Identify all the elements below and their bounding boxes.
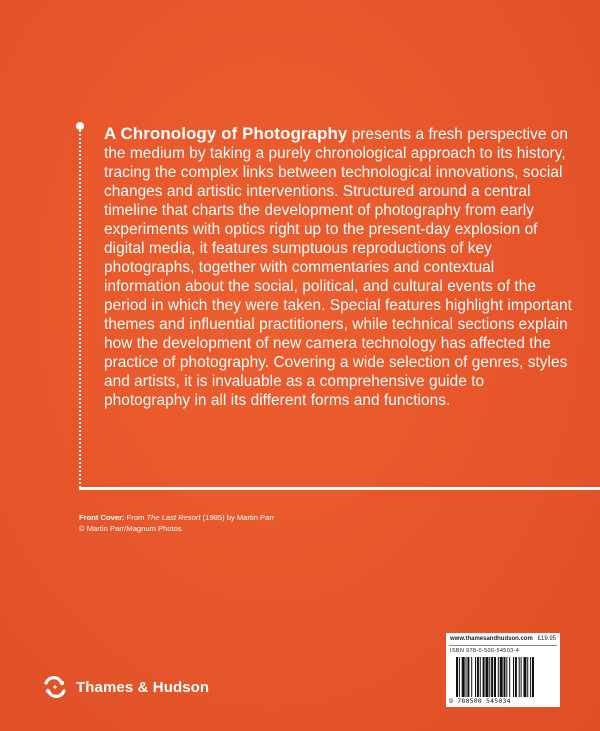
barcode-bar xyxy=(489,657,490,697)
barcode-bar xyxy=(471,657,472,697)
barcode-bar xyxy=(506,657,507,697)
barcode-bar xyxy=(462,657,465,697)
barcode-bar xyxy=(523,657,526,697)
barcode-bar xyxy=(498,657,499,697)
barcode-bar xyxy=(466,657,467,697)
barcode-bar xyxy=(491,657,493,697)
credit-label: Front Cover: xyxy=(79,513,125,522)
barcode-bar xyxy=(483,657,485,697)
barcode-bar xyxy=(456,657,458,697)
barcode-bar xyxy=(532,657,534,697)
blurb-text xyxy=(104,124,574,410)
barcode-bar xyxy=(504,657,506,697)
blurb-lead-title: A Chronology of Photography xyxy=(104,124,348,143)
blurb-body: presents a fresh perspective on the medium by taking a purely chronological approach to its history, tracing the complex links between technological innovations, social changes and artistic interventions. Structured around a central timeline that charts the development of photography from early experiments with optics right up to the present-day explosion of digital media, it features sumptuous reproductions of key photographs, together with commentaries and contextual information about the social, political, and cultural events of the period in which they were taken. Special features highlight important themes and influential practitioners, while technical sections explain how the development of new camera technology has affected the practice of photography. Covering a wide selection of genres, styles and artists, it is invaluable as a comprehensive guide to photography in all its different forms and functions. xyxy=(104,126,572,409)
barcode-bar xyxy=(475,657,476,697)
price: £19.95 xyxy=(537,636,556,642)
isbn-number: ISBN 978-0-500-54503-4 xyxy=(450,648,520,654)
barcode-bar xyxy=(494,657,496,697)
publisher-website: www.thamesandhudson.com xyxy=(450,636,533,642)
publisher-name: Thames & Hudson xyxy=(76,678,210,696)
barcode-bar xyxy=(480,657,481,697)
barcode-icon xyxy=(456,657,552,697)
barcode-bar xyxy=(500,657,503,697)
timeline-solid-line xyxy=(79,487,600,490)
credit-copyright: © Martin Parr/Magnum Photos xyxy=(79,524,182,533)
timeline-dotted-line xyxy=(79,126,81,488)
barcode-bar xyxy=(477,657,479,697)
barcode-bar xyxy=(513,657,514,697)
barcode-bar xyxy=(521,657,522,697)
publisher-imprint xyxy=(40,672,209,702)
barcode-bar xyxy=(530,657,531,697)
barcode-bar xyxy=(467,657,469,697)
cover-credit-line xyxy=(79,512,274,523)
thames-hudson-dolphin-logo-icon xyxy=(40,672,70,702)
barcode-bar xyxy=(527,657,528,697)
barcode-bar xyxy=(485,657,488,697)
barcode-bar xyxy=(459,657,460,697)
barcode-divider xyxy=(449,645,557,646)
barcode-bar xyxy=(509,657,510,697)
credit-from: From xyxy=(124,513,147,522)
credit-year-author: (1985) by Martin Parr xyxy=(200,513,275,522)
barcode-digits: 9 780500 545034 xyxy=(449,697,511,705)
barcode-bar xyxy=(515,657,517,697)
credit-work-title: The Last Resort xyxy=(146,513,201,522)
cover-credit xyxy=(79,512,274,534)
barcode-label xyxy=(446,633,560,707)
barcode-bar xyxy=(519,657,520,697)
